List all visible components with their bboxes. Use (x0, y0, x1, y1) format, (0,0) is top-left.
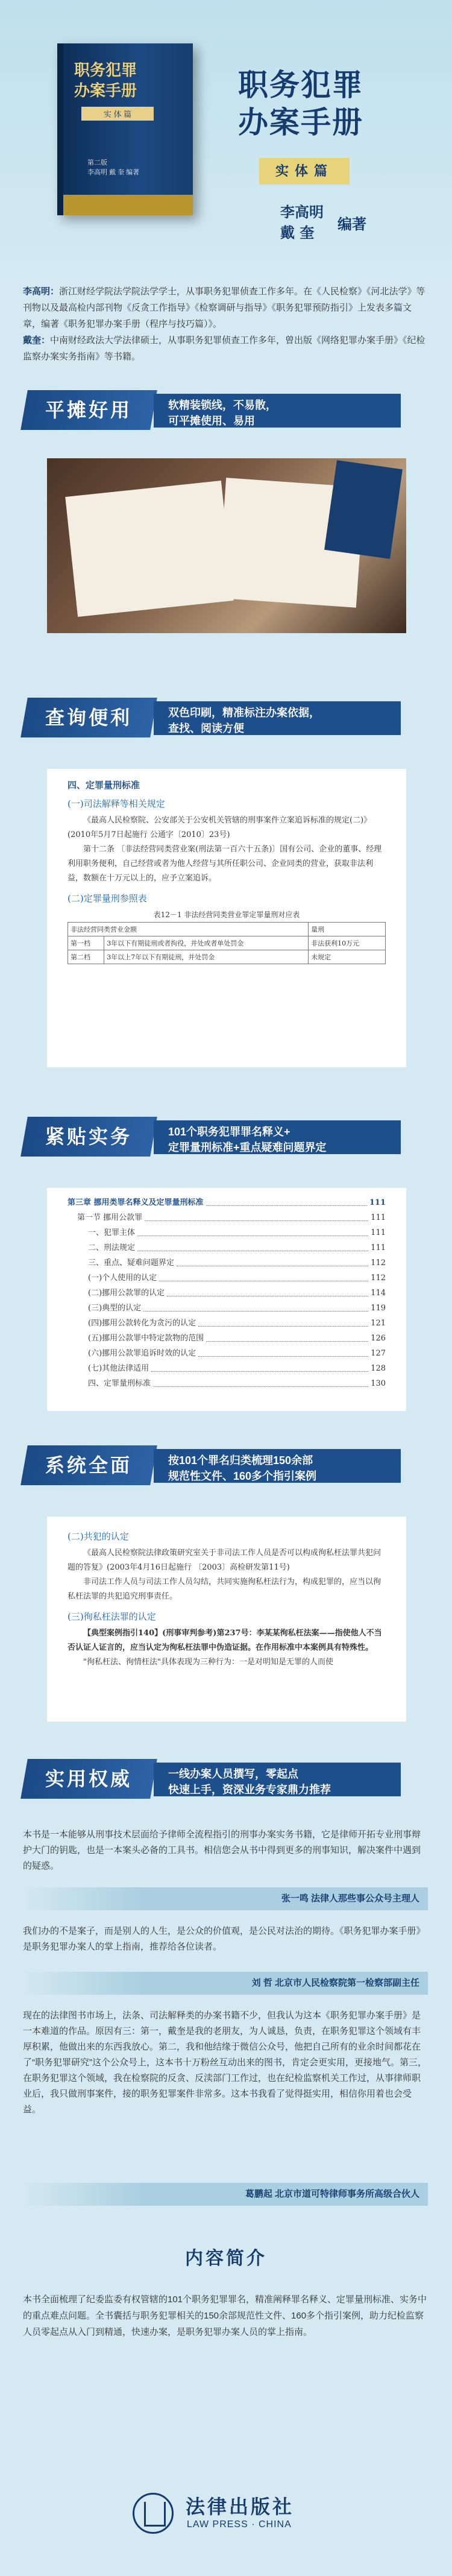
toc-label: (六)挪用公款罪追诉时效的认定 (88, 1349, 196, 1358)
author-names: 李高明 戴 奎 (280, 203, 324, 241)
toc-label: 第一节 挪用公款罪 (77, 1213, 143, 1222)
toc-row (67, 1286, 386, 1301)
toc-label: (七)其他法律适用 (88, 1364, 149, 1373)
doc-subheading: (一)司法解释等相关规定 (67, 798, 165, 809)
publisher-logo (133, 2490, 319, 2539)
publisher-name-en: LAW PRESS · CHINA (187, 2519, 292, 2530)
toc-row (67, 1361, 386, 1376)
section-title: 实用权威 (20, 1759, 157, 1799)
toc-row (67, 1346, 386, 1361)
toc-label: (三)典型的认定 (88, 1304, 142, 1313)
toc-leader (198, 1326, 368, 1327)
section-desc: 101个职务犯罪罪名释义+ 定罪量刑标准+重点疑难问题界定 (154, 1120, 401, 1154)
toc-row (67, 1240, 386, 1255)
book-cover-authors: 第二版 李高明 戴 奎 编著 (87, 159, 140, 176)
toc-leader (151, 1371, 368, 1372)
publisher-emblem-icon (133, 2493, 174, 2534)
recommendation-text: 本书是一本能够从刑事技术层面给予律师全流程指引的刑事办案实务书籍，它是律师开拓专业刑事辩护大门的钥匙，也是一本案头必备的工具书。相信您会从书中得到更多的刑事知识，解决案件中遇到的疑惑。 (23, 1829, 421, 1871)
toc-page: 111 (371, 1243, 386, 1252)
toc-page: 130 (371, 1379, 386, 1388)
recommendation-signature: 张一鸣 法律人那些事公众号主理人 (23, 1887, 428, 1910)
section-flat-use (0, 377, 452, 443)
toc-page: 111 (369, 1198, 386, 1207)
toc-page: 111 (371, 1213, 386, 1222)
doc-heading: 四、定罪量刑标准 (67, 780, 140, 791)
toc-page: 112 (371, 1258, 386, 1267)
doc-paragraph: "徇私枉法、徇情枉法"具体表现为三种行为：一是对明知是无罪的人而使 (83, 1658, 333, 1667)
toc-label: (一)个人使用的认定 (88, 1274, 157, 1283)
section-title: 紧贴实务 (20, 1117, 157, 1157)
book-subtitle-badge: 实体篇 (259, 158, 350, 185)
toc-label: (二)挪用公款罪的认定 (88, 1289, 165, 1298)
section-desc: 软精装锁线，不易散， 可平摊使用、易用 (154, 394, 401, 428)
toc-page: 111 (371, 1228, 386, 1237)
doc-paragraph: 非司法工作人员与司法工作人员勾结，共同实施徇私枉法行为，构成犯罪的，应当以徇私枉法罪的共犯追究刑事责任。 (67, 1577, 381, 1601)
section-title: 系统全面 (20, 1445, 157, 1485)
toc-page: 119 (371, 1304, 386, 1313)
toc-row (67, 1271, 386, 1286)
toc-row (67, 1376, 386, 1391)
doc-subheading: (二)共犯的认定 (67, 1531, 129, 1542)
recommendation-signature: 刘 哲 北京市人民检察院第一检察部副主任 (23, 1972, 428, 1995)
section-comprehensive (0, 1432, 452, 1498)
toc-page: 114 (371, 1289, 386, 1298)
toc-page: 127 (371, 1349, 386, 1358)
toc-leader (153, 1386, 368, 1387)
toc-row (67, 1210, 386, 1225)
toc-label: 二、刑法规定 (88, 1243, 136, 1252)
recommendation-text: 现在的法律图书市场上，法条、司法解释类的办案书籍不少，但我认为这本《职务犯罪办案手册》是一本难道的作品。原因有三：第一，戴奎是我的老朋友，为人诚恳，负责，在职务犯罪这个领域有丰厚积累，他做出来的东西我放心。第二，我和他结缘于微信公众号，他把自己所有的业余时间都花在了“职务犯罪研究”这个公众号上，这本书十万粉丝互动出来的图书，肯定会更实用，更接地气。第三，在职务犯罪这个领域，我在检察院的反贪、反渎部门工作过，也在纪检监察机关工作过，从事律师职业后，我只做刑事案件，接的职务犯罪案件非常多。这本书我看了觉得挺实用，相信你用着也会受益。 (23, 2010, 427, 2115)
toc-leader (145, 1220, 368, 1221)
toc-page: 112 (371, 1274, 386, 1283)
intro-text: 本书全面梳理了纪委监委有权管辖的101个职务犯罪罪名，精准阐释罪名释义、定罪量刑标准、实务中的重点难点问题。全书囊括与职务犯罪相关的150余部规范性文件、160多个指引案例，助力纪检监察人员零起点从入门到精通，快速办案，是职务犯罪办案人员的掌上指南。 (23, 2294, 427, 2337)
toc-row (67, 1331, 386, 1346)
doc-subheading: (二)定罪量刑参照表 (67, 893, 147, 904)
section-desc: 双色印刷，精准标注办案依据， 查找、阅读方便 (154, 701, 401, 735)
book-cover-band (63, 195, 193, 215)
author-bio: 李高明：浙江财经学院法学院法学学士，从事职务犯罪侦查工作多年。在《人民检察》《河北法学》等刊物以及最高检内部刊物《反贪工作指导》《检察调研与指导》《职务犯罪预防指引》上发表多篇文章，编著《职务犯罪办案手册（程序与技巧篇）》。 戴奎：中南财经政法大学法律硕士，从事职务犯罪侦查工作多年，曾出版《网络犯罪办案手册》《纪检监察办案实务指南》等书籍。 (23, 286, 425, 362)
section-title: 平摊好用 (20, 390, 157, 430)
section-title: 查询便利 (20, 698, 157, 737)
toc-leader (143, 1311, 368, 1312)
toc-page: 126 (371, 1334, 386, 1343)
toc-leader (198, 1356, 368, 1357)
toc-label: 四、定罪量刑标准 (88, 1379, 151, 1388)
toc-leader (206, 1341, 368, 1342)
doc-paragraph: 【典型案例指引140】(刑事审判参考)第237号：李某某徇私枉法案——指使他人不当否认证人证言的，应当认定为徇私枉法罪中伪造证据。在作用标准中本案例具有特殊性。 (67, 1629, 382, 1652)
toc-label: 三、重点、疑难问题界定 (88, 1258, 175, 1267)
author-role: 编著 (337, 215, 366, 233)
book-cover-subtitle: 实 体 篇 (81, 107, 154, 121)
section-authoritative (0, 1746, 452, 1812)
sentencing-table (67, 922, 386, 964)
doc-paragraph: 《最高人民检察院法律政策研究室关于非司法工作人员是否可以构成徇私枉法罪共犯问题的答复》(2003年4月16日起施行 〔2003〕高检研发第11号) (67, 1548, 381, 1572)
toc-label: (五)挪用公款罪中特定款物的范围 (88, 1334, 204, 1343)
toc-leader (206, 1205, 367, 1206)
recommendation-text: 我们办的不是案子，而是别人的人生，是公众的价值观，是公民对法治的期待。《职务犯罪办案手册》是职务犯罪办案人的掌上指南，推荐给各位读者。 (23, 1926, 425, 1952)
section-desc: 一线办案人员撰写，零起点 快速上手，资深业务专家鼎力推荐 (154, 1763, 401, 1796)
table-row: 第一档 3年以下有期徒刑或者拘役，并处或者单处罚金 非法获利10万元 (68, 936, 386, 950)
toc-row (67, 1195, 386, 1210)
toc-label: 第三章 挪用类罪名释义及定罪量刑标准 (67, 1198, 204, 1207)
toc-page: 128 (371, 1364, 386, 1373)
sample-table-of-contents (47, 1188, 406, 1411)
toc-row (67, 1255, 386, 1271)
open-book-photo (47, 458, 406, 633)
doc-subheading: (三)徇私枉法罪的认定 (67, 1611, 156, 1622)
recommendation-signature: 葛鹏起 北京市道可特律师事务所高级合伙人 (23, 2183, 428, 2206)
section-easy-lookup (0, 684, 452, 751)
toc-row (67, 1301, 386, 1316)
book-title: 职务犯罪 办案手册 (238, 67, 363, 140)
intro-title: 内容简介 (185, 2248, 267, 2269)
section-practical (0, 1103, 452, 1170)
hero-banner (0, 0, 452, 283)
publisher-name: 法律出版社 (186, 2495, 295, 2518)
toc-page: 121 (371, 1319, 386, 1328)
sample-page-standards (47, 769, 406, 1067)
table-row: 第二档 3年以上7年以下有期徒刑，并处罚金 未规定 (68, 950, 386, 964)
doc-paragraph: 《最高人民检察院、公安部关于公安机关管辖的刑事案件立案追诉标准的规定(二)》(2010年5月7日起施行 公通字〔2010〕23号) (67, 816, 372, 839)
table-caption: 表12－1 非法经营同类营业罪定罪量刑对应表 (153, 911, 300, 919)
toc-label: (四)挪用公款转化为贪污的认定 (88, 1319, 196, 1328)
toc-row (67, 1225, 386, 1240)
toc-label: 一、犯罪主体 (88, 1228, 136, 1237)
table-header-row: 非法经营同类营业金额 量刑 (68, 923, 386, 936)
toc-row (67, 1316, 386, 1331)
book-cover-image (57, 43, 193, 215)
sample-page-cases (47, 1517, 406, 1722)
book-cover-title: 职务犯罪 办案手册 (74, 62, 137, 100)
doc-paragraph: 第十二条 〔非法经营同类营业案(刑法第一百六十五条)〕国有公司、企业的董事、经理利用职务便利，自己经营或者为他人经营与其所任职公司、企业同类的营业，获取非法利益，数额在十万元以上的，应予立案追诉。 (67, 845, 382, 883)
section-desc: 按101个罪名归类梳理150余部 规范性文件、160多个指引案例 (154, 1449, 401, 1483)
